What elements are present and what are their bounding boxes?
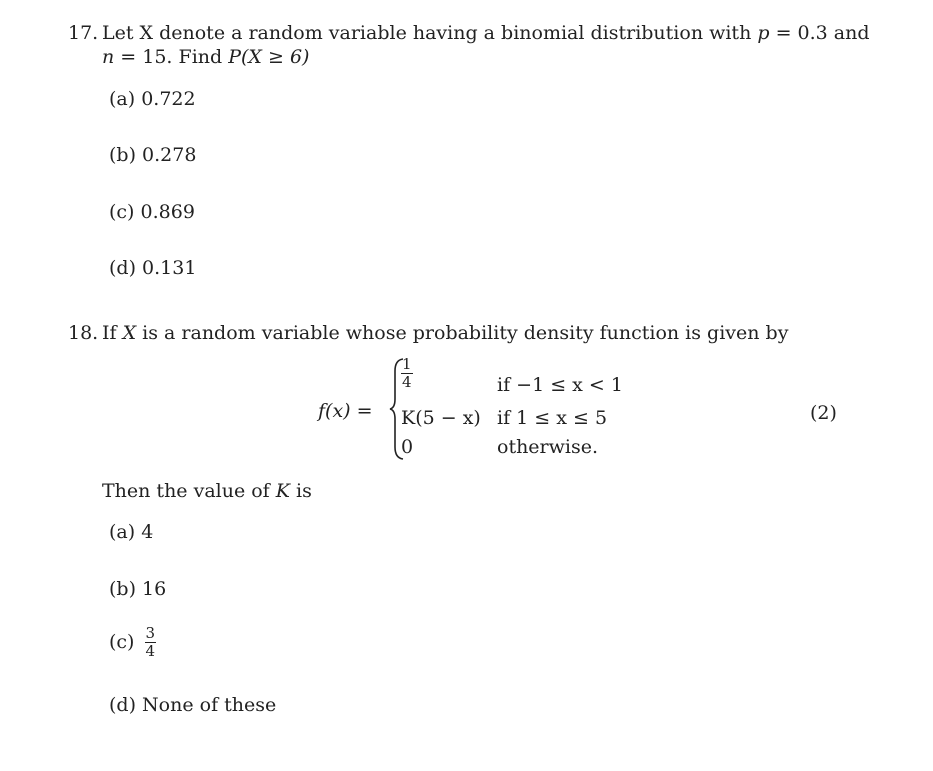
case-2-condition: if 1 ≤ x ≤ 5	[497, 407, 608, 429]
option-value: 0.869	[140, 201, 195, 223]
option-label: (a)	[109, 521, 136, 543]
q18-option-c[interactable]	[109, 626, 156, 659]
q18-option-a[interactable]	[109, 523, 153, 542]
option-label: (c)	[109, 631, 135, 653]
option-value: 0.278	[142, 144, 197, 166]
option-label: (d)	[109, 257, 136, 279]
q18-stem	[102, 324, 788, 343]
q18-followup-text-b: is	[296, 480, 312, 502]
option-label: (c)	[109, 201, 135, 223]
option-value: 4	[141, 521, 154, 543]
three-quarters-fraction	[145, 626, 157, 659]
q17-p-value: = 0.3 and	[775, 22, 870, 44]
q18-followup	[102, 482, 312, 501]
option-label: (a)	[109, 88, 136, 110]
q18-stem-text-a: If	[102, 322, 117, 344]
fraction-denominator: 4	[402, 373, 412, 391]
q18-followup-variable: K	[275, 480, 290, 502]
q17-option-c[interactable]	[109, 203, 195, 222]
q18-stem-variable: X	[122, 322, 137, 344]
q17-stem-text: Let X denote a random variable having a binomial distribution with	[102, 22, 752, 44]
q18-stem-text-b: is a random variable whose probability density function is given by	[142, 322, 789, 344]
case-3-condition: otherwise.	[497, 436, 599, 458]
q17-stem-line1	[102, 24, 870, 43]
q17-option-a[interactable]	[109, 90, 196, 109]
q17-number: 17.	[68, 22, 99, 44]
option-value: 0.131	[142, 257, 197, 279]
case-1-condition: if −1 ≤ x < 1	[497, 374, 623, 396]
case-3-expression: 0	[401, 436, 414, 458]
option-label: (b)	[109, 578, 136, 600]
one-quarter-fraction	[401, 357, 413, 390]
option-label: (b)	[109, 144, 136, 166]
q17-stem-line2	[102, 48, 309, 67]
option-label: (d)	[109, 694, 136, 716]
case-1-expression	[401, 357, 413, 390]
q17-option-d[interactable]	[109, 259, 196, 278]
q17-n-variable: n	[102, 46, 115, 68]
case-2-expression: K(5 − x)	[401, 407, 481, 429]
q18-followup-text-a: Then the value of	[102, 480, 270, 502]
fraction-denominator: 4	[145, 642, 156, 660]
fraction-numerator: 3	[145, 624, 156, 642]
q17-n-value: = 15. Find	[120, 46, 223, 68]
option-value: 0.722	[141, 88, 196, 110]
q18-option-b[interactable]	[109, 580, 166, 599]
q18-number: 18.	[68, 322, 99, 344]
fraction-numerator: 1	[402, 355, 412, 373]
q18-option-d[interactable]	[109, 696, 276, 715]
q17-p-variable: p	[757, 22, 770, 44]
q17-option-b[interactable]	[109, 146, 196, 165]
option-value: 16	[142, 578, 167, 600]
q17-probability-expression: P(X ≥ 6)	[228, 46, 310, 68]
equation-number: (2)	[810, 402, 837, 424]
pdf-lhs: f(x) =	[318, 400, 373, 422]
option-value: None of these	[142, 694, 277, 716]
